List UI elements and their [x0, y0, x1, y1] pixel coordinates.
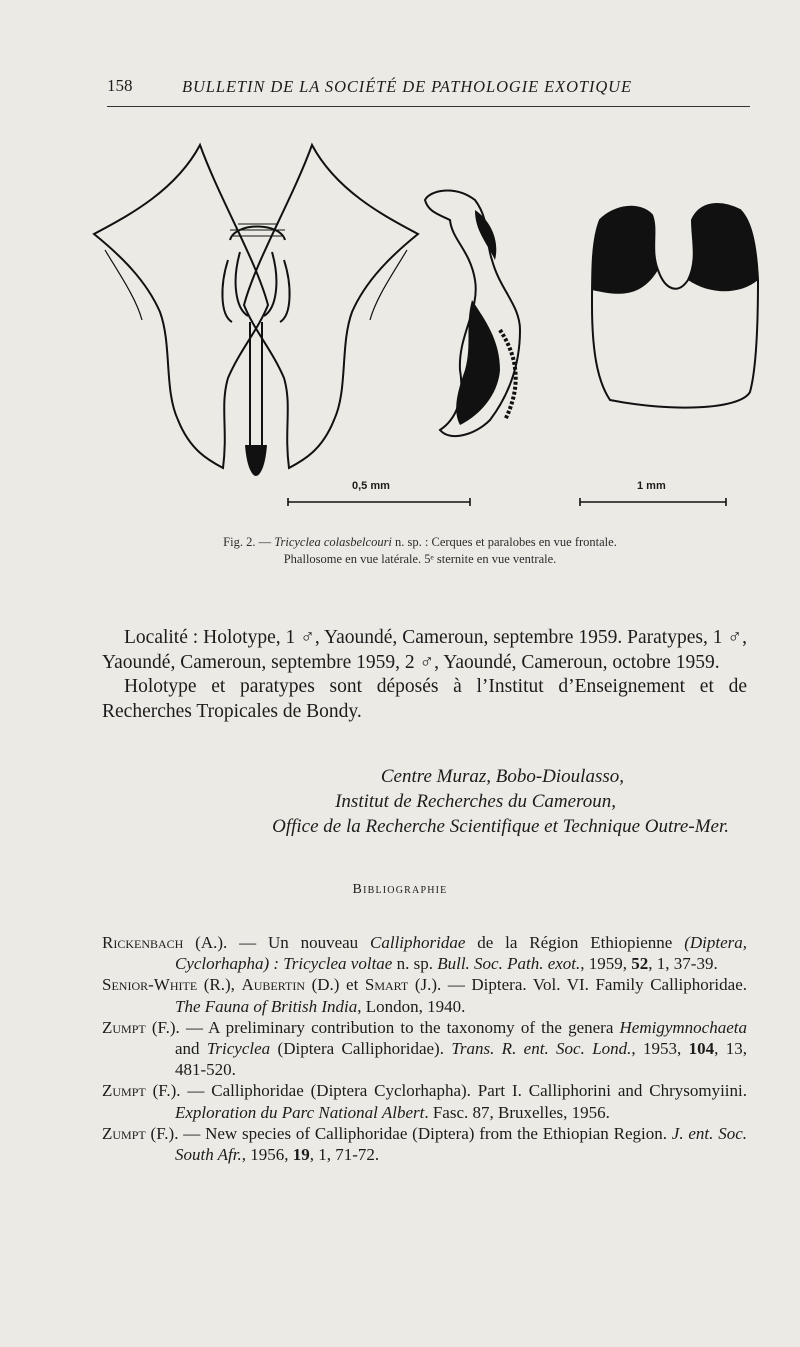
page-header [107, 76, 752, 106]
reference-item: Zumpt (F.). — A preliminary contribution to the taxonomy of the genera Hemigymnochaeta and Tricyclea (Diptera Calliphoridae). Trans. R. ent. Soc. Lond., 1953, 104, 13, 481-520. [102, 1017, 747, 1080]
scale-label-left: 0,5 mm [352, 480, 390, 492]
reference-item: Zumpt (F.). — New species of Calliphoridae (Diptera) from the Ethiopian Region. J. ent. Soc. South Afr., 1956, 19, 1, 71-72. [102, 1123, 748, 1165]
reference-item: Zumpt (F.). — Calliphoridae (Diptera Cyclorhapha). Part I. Calliphorini and Chrysomyiini. Exploration du Parc National Albert. Fasc. 87, Bruxelles, 1956. [102, 1081, 747, 1122]
scale-bar-left [288, 498, 470, 506]
reference-item: Senior-White (R.), Aubertin (D.) et Smart (J.). — Diptera. Vol. VI. Family Calliphoridae. The Fauna of British India, London, 1940. [102, 975, 747, 1016]
figure-caption [130, 534, 710, 568]
affiliation-3: Office de la Recherche Scientifique et Technique Outre-Mer. [272, 816, 729, 837]
scale-label-right: 1 mm [637, 480, 666, 492]
bibliography-heading: Bibliographie [352, 882, 448, 897]
phallosome-drawing [425, 191, 520, 437]
affiliation-2: Institut de Recherches du Cameroun, [335, 791, 616, 812]
caption-species: Tricyclea colasbelcouri [274, 535, 392, 549]
caption-prefix: Fig. 2. — [223, 535, 275, 549]
affiliations [102, 764, 747, 839]
reference-item: Rickenbach (A.). — Un nouveau Calliphoridae de la Région Ethiopienne (Diptera, Cyclorhapha) : Tricyclea voltae n. sp. Bull. Soc. Path. exot., 1959, 52, 1, 37-39. [102, 933, 747, 974]
sternite-drawing [592, 204, 758, 408]
figure-drawings [80, 130, 760, 520]
deposit-paragraph: Holotype et paratypes sont déposés à l’Institut d’Enseignement et de Recherches Tropicales de Bondy. [102, 676, 747, 722]
bibliography-list [102, 932, 747, 1165]
scale-bar-right [580, 498, 726, 506]
page-number: 158 [107, 76, 133, 95]
affiliation-1: Centre Muraz, Bobo-Dioulasso, [380, 766, 624, 787]
cerci-paralobes-drawing [94, 145, 418, 475]
figure-2 [80, 130, 760, 520]
caption-line1-rest: n. sp. : Cerques et paralobes en vue frontale. [391, 535, 617, 549]
caption-line2: Phallosome en vue latérale. 5ᵉ sternite en vue ventrale. [283, 552, 557, 566]
body-text [102, 626, 747, 724]
locality-paragraph: Localité : Holotype, 1 ♂, Yaoundé, Cameroun, septembre 1959. Paratypes, 1 ♂, Yaoundé, Cameroun, septembre 1959, 2 ♂, Yaoundé, Cameroun, octobre 1959. [102, 627, 747, 673]
running-title: BULLETIN DE LA SOCIÉTÉ DE PATHOLOGIE EXOTIQUE [182, 77, 632, 96]
header-rule [107, 106, 750, 107]
